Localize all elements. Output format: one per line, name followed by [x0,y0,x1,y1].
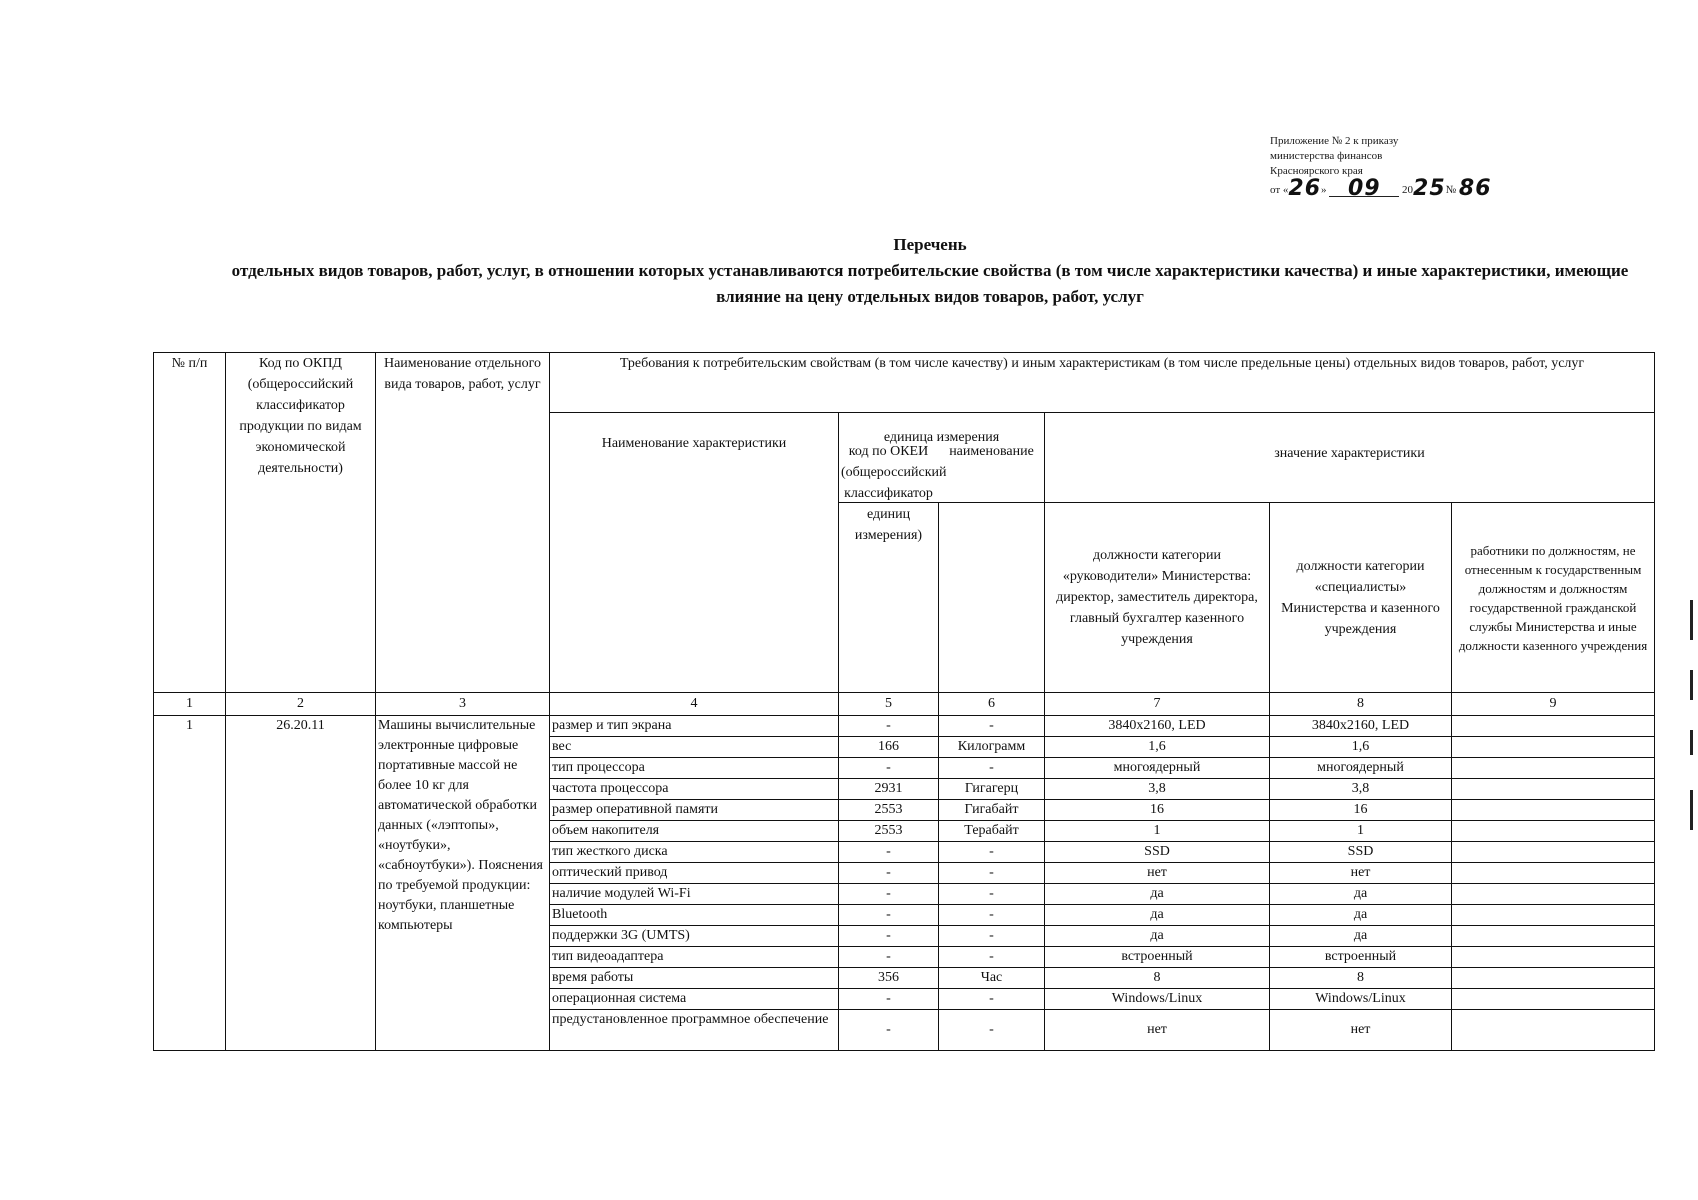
approval-date-line [1270,176,1530,201]
year-prefix: 20 [1402,184,1414,196]
value-cat2: встроенный [1270,947,1452,968]
okei-code: - [839,926,939,947]
value-cat3 [1452,947,1655,968]
header-cat1: должности категории «руководители» Министерства: директор, заместитель директора, главный бухгалтер казенного учреждения [1045,503,1270,693]
value-cat3 [1452,716,1655,737]
unit-name: - [939,758,1045,779]
item-name: Машины вычислительные электронные цифровые портативные массой не более 10 кг для автоматической обработки данных («лэптопы», «ноутбуки», «сабноутбуки»). Пояснения по требуемой продукции: ноутбуки, планшетные компьютеры [376,716,550,1051]
value-cat2: Windows/Linux [1270,989,1452,1010]
column-number: 9 [1452,693,1655,716]
value-cat2: да [1270,905,1452,926]
value-cat2: да [1270,926,1452,947]
column-number: 4 [550,693,839,716]
char-name: тип видеоадаптера [550,947,839,968]
value-cat3 [1452,968,1655,989]
approval-stamp [1270,134,1530,201]
unit-name: - [939,716,1045,737]
header-num: № п/п [154,353,226,693]
value-cat2: 1,6 [1270,737,1452,758]
column-number: 6 [939,693,1045,716]
char-name: вес [550,737,839,758]
header-char-name: Наименование характеристики [550,413,839,693]
number-prefix: № [1445,184,1457,196]
value-cat1: 1,6 [1045,737,1270,758]
item-okpd: 26.20.11 [226,716,376,1051]
header-cat3: работники по должностям, не отнесенным к государственным должностям и должностям государственной гражданской службы Министерства и иные должности казенного учреждения [1452,503,1655,693]
table-row [154,716,1655,737]
scan-mark [1690,600,1693,640]
okei-code: - [839,716,939,737]
column-number: 3 [376,693,550,716]
okei-code: 2931 [839,779,939,800]
char-name: размер оперативной памяти [550,800,839,821]
value-cat3 [1452,779,1655,800]
value-cat3 [1452,926,1655,947]
header-value: значение характеристики [1045,413,1655,503]
title-subheading: отдельных видов товаров, работ, услуг, в отношении которых устанавливаются потребительские свойства (в том числе характеристики качества) и иные характеристики, имеющие влияние на цену отдельных видов товаров, работ, услуг [231,261,1629,306]
unit-name: - [939,842,1045,863]
char-name: наличие модулей Wi-Fi [550,884,839,905]
value-cat2: нет [1270,863,1452,884]
header-requirements: Требования к потребительским свойствам (в том числе качеству) и иным характеристикам (в том числе предельные цены) отдельных видов товаров, работ, услуг [550,353,1655,413]
char-name: поддержки 3G (UMTS) [550,926,839,947]
date-prefix: от « [1270,184,1289,196]
value-cat2: да [1270,884,1452,905]
value-cat1: Windows/Linux [1045,989,1270,1010]
header-unit-name [939,444,1045,693]
column-numbers-row [154,693,1655,716]
char-name: время работы [550,968,839,989]
value-cat1: 16 [1045,800,1270,821]
column-number: 5 [839,693,939,716]
okei-code: 356 [839,968,939,989]
char-name: частота процессора [550,779,839,800]
okei-code: - [839,905,939,926]
okei-code: 2553 [839,800,939,821]
okei-code: - [839,884,939,905]
value-cat3 [1452,821,1655,842]
value-cat1: да [1045,905,1270,926]
value-cat1: SSD [1045,842,1270,863]
unit-name: - [939,1010,1045,1051]
approval-line-2: министерства финансов [1270,150,1383,162]
okei-code: - [839,989,939,1010]
column-number: 1 [154,693,226,716]
value-cat1: многоядерный [1045,758,1270,779]
approval-line-1: Приложение № 2 к приказу [1270,135,1399,147]
header-unit-label: единица измерения [883,430,1000,445]
value-cat1: нет [1045,863,1270,884]
unit-name: Гигагерц [939,779,1045,800]
order-number: 86 [1458,176,1492,201]
okei-code: 166 [839,737,939,758]
char-name: оптический привод [550,863,839,884]
item-num: 1 [154,716,226,1051]
okei-code: - [839,758,939,779]
value-cat1: да [1045,926,1270,947]
value-cat1: 1 [1045,821,1270,842]
unit-name: - [939,989,1045,1010]
unit-name: Гигабайт [939,800,1045,821]
value-cat2: 16 [1270,800,1452,821]
char-name: размер и тип экрана [550,716,839,737]
value-cat2: 8 [1270,968,1452,989]
value-cat2: 1 [1270,821,1452,842]
value-cat3 [1452,842,1655,863]
unit-name: - [939,905,1045,926]
scan-mark [1690,790,1693,830]
header-unit-name-text: наименование [949,444,1034,459]
value-cat3 [1452,905,1655,926]
unit-name: - [939,863,1045,884]
value-cat3 [1452,884,1655,905]
value-cat1: 3840x2160, LED [1045,716,1270,737]
value-cat3 [1452,737,1655,758]
value-cat1: да [1045,884,1270,905]
date-year: 25 [1413,176,1446,201]
char-name: объем накопителя [550,821,839,842]
scan-mark [1690,730,1693,755]
date-day: 26 [1288,176,1322,201]
unit-name: Килограмм [939,737,1045,758]
header-cat2: должности категории «специалисты» Министерства и казенного учреждения [1270,503,1452,693]
value-cat2: 3840x2160, LED [1270,716,1452,737]
unit-name: - [939,926,1045,947]
value-cat1: встроенный [1045,947,1270,968]
value-cat1: нет [1045,1010,1270,1051]
header-okei [839,444,947,693]
value-cat2: нет [1270,1010,1452,1051]
unit-name: Терабайт [939,821,1045,842]
okei-code: - [839,842,939,863]
document-title [220,232,1640,310]
value-cat3 [1452,800,1655,821]
value-cat2: многоядерный [1270,758,1452,779]
column-number: 8 [1270,693,1452,716]
header-okei-text: код по ОКЕИ (общероссийский классификатор единиц измерения) [841,444,947,543]
value-cat2: SSD [1270,842,1452,863]
okei-code: - [839,947,939,968]
value-cat1: 8 [1045,968,1270,989]
okei-code: - [839,863,939,884]
char-name: тип процессора [550,758,839,779]
date-mid: » [1321,184,1327,196]
date-month: 09 [1329,181,1399,197]
value-cat3 [1452,863,1655,884]
unit-name: - [939,947,1045,968]
okei-code: 2553 [839,821,939,842]
value-cat3 [1452,758,1655,779]
char-name: Bluetooth [550,905,839,926]
char-name: предустановленное программное обеспечение [550,1010,839,1051]
header-name: Наименование отдельного вида товаров, работ, услуг [376,353,550,693]
header-okpd: Код по ОКПД (общероссийский классификатор продукции по видам экономической деятельности) [226,353,376,693]
okei-code: - [839,1010,939,1051]
title-heading: Перечень [893,235,967,254]
unit-name: Час [939,968,1045,989]
column-number: 2 [226,693,376,716]
value-cat2: 3,8 [1270,779,1452,800]
value-cat1: 3,8 [1045,779,1270,800]
scan-edge-marks [1690,600,1694,830]
requirements-table [153,352,1655,1051]
char-name: тип жесткого диска [550,842,839,863]
unit-name: - [939,884,1045,905]
approval-line-3: Красноярского края [1270,165,1363,177]
column-number: 7 [1045,693,1270,716]
value-cat3 [1452,989,1655,1010]
char-name: операционная система [550,989,839,1010]
scan-mark [1690,670,1693,700]
value-cat3 [1452,1010,1655,1051]
